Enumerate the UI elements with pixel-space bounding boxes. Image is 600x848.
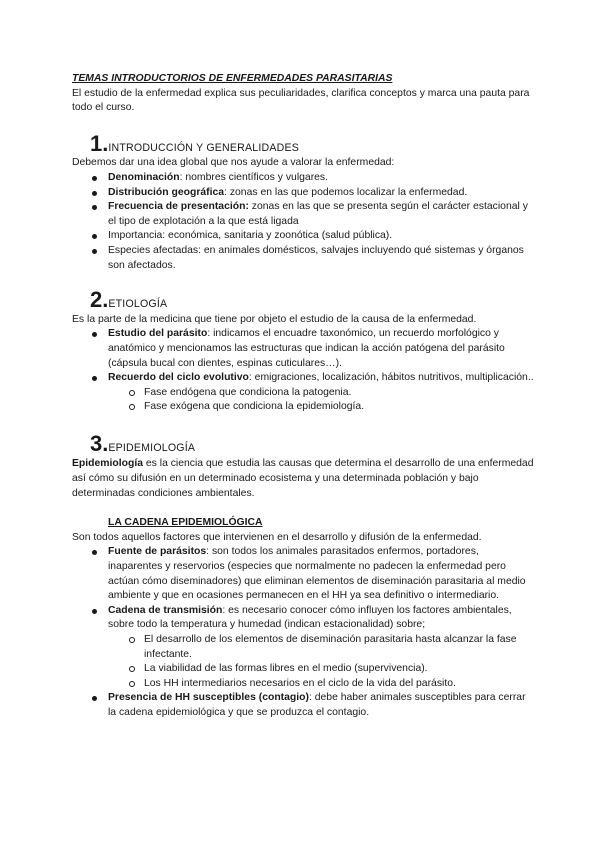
document-title: TEMAS INTRODUCTORIOS DE ENFERMEDADES PARASITARIAS [72, 73, 393, 84]
section-heading-2 [72, 289, 534, 312]
chain-intro: Son todos aquellos factores que intervienen en el desarrollo y difusión de la enfermedad. [72, 531, 482, 543]
section-intro: Debemos dar una idea global que nos ayude a valorar la enfermedad: [72, 157, 395, 169]
sub-list-item: La viabilidad de las formas libres en el medio (supervivencia). [108, 662, 534, 677]
section-intro: Es la parte de la medicina que tiene por objeto el estudio de la causa de la enfermedad. [72, 313, 477, 325]
sub-bullet-list [72, 386, 534, 415]
list-item: Especies afectadas: en animales domésticos, salvajes incluyendo qué sistemas y órganos son afectados. [72, 244, 534, 273]
list-item: Distribución geográfica: zonas en las que podemos localizar la enfermedad. [72, 186, 534, 201]
section-title: ETIOLOGÍA [108, 298, 168, 311]
bullet-list [72, 171, 534, 273]
section-title: INTRODUCCIÓN Y GENERALIDADES [108, 141, 299, 154]
bullet-list [72, 327, 534, 385]
section-number: 3. [90, 430, 109, 456]
sub-list-item: Fase exógena que condiciona la epidemiología. [108, 400, 534, 415]
section-title: EPIDEMIOLOGÍA [108, 441, 196, 454]
list-item: Estudio del parásito: indicamos el encuadre taxonómico, un recuerdo morfológico y anatómico y mencionamos las estructuras que indican la acción patógena del parásito (cápsula bucal con dientes, espinas cuticulares…). [72, 327, 534, 371]
list-item: Presencia de HH susceptibles (contagio): debe haber animales susceptibles para cerrar la cadena epidemiológica y que se produzca el contagio. [72, 691, 534, 720]
section-intro: Epidemiología es la ciencia que estudia las causas que determina el desarrollo de una enfermedad así cómo su difusión en un determinado ecosistema y una determinada población y bajo determinadas condiciones ambientales. [72, 458, 534, 499]
sub-list-item: Fase endógena que condiciona la patogenia. [108, 386, 534, 401]
sub-list-item: El desarrollo de los elementos de diseminación parasitaria hasta alcanzar la fase infectante. [108, 633, 534, 662]
document-page [72, 72, 534, 721]
section-number: 2. [90, 287, 109, 313]
list-item: Fuente de parásitos: son todos los animales parasitados enfermos, portadores, inaparentes y reservorios (especies que normalmente no padecen la enfermedad pero actúan cómo diseminadores) que eliminan elementos de diseminación parasitaria al medio ambiente y que en ocasiones permanecen en el HH ya sea definitivo o intermediario. [72, 545, 534, 603]
sub-list-item: Los HH intermediarios necesarios en el ciclo de la vida del parásito. [108, 677, 534, 692]
section-heading-3 [72, 430, 534, 456]
list-item: Frecuencia de presentación: zonas en las que se presenta según el carácter estacional y el tipo de explotación a la que está ligada [72, 200, 534, 229]
document-intro: El estudio de la enfermedad explica sus peculiaridades, clarifica conceptos y marca una pauta para todo el curso. [72, 87, 530, 114]
list-item: Cadena de transmisión: es necesario conocer cómo influyen los factores ambientales, sobre todo la temperatura y humedad (indican estacionalidad) sobre; [72, 604, 534, 633]
bullet-list [72, 691, 534, 720]
list-item: Importancia: económica, sanitaria y zoonótica (salud pública). [72, 229, 534, 244]
bullet-list [72, 545, 534, 633]
list-item: Recuerdo del ciclo evolutivo: emigraciones, localización, hábitos nutritivos, multiplicación.. [72, 371, 534, 386]
sub-bullet-list [72, 633, 534, 691]
chain-title: LA CADENA EPIDEMIOLÓGICA [108, 517, 263, 529]
section-heading-1 [72, 130, 534, 156]
section-number: 1. [90, 130, 109, 156]
list-item: Denominación: nombres científicos y vulgares. [72, 171, 534, 186]
